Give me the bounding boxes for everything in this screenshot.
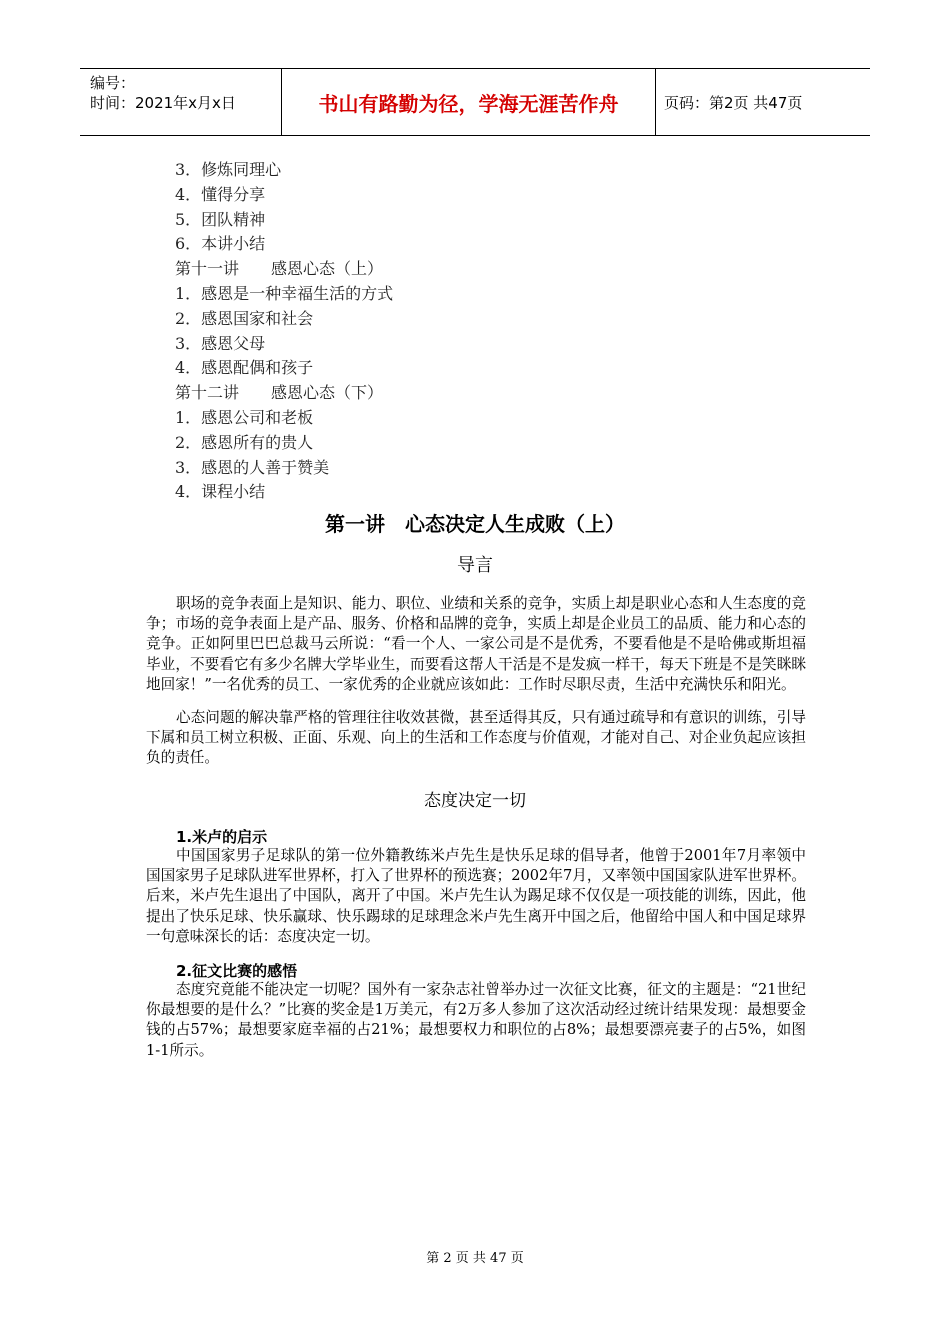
intro-title: 导言: [457, 555, 493, 576]
toc-item: 2．感恩所有的贵人: [175, 432, 314, 452]
header-motto: 书山有路勤为径，学海无涯苦作舟: [282, 69, 656, 135]
document-time-label: 时间：2021年x月x日: [90, 94, 236, 112]
toc-item: 1．感恩公司和老板: [175, 407, 314, 427]
section-title: 态度决定一切: [424, 791, 526, 811]
toc-item: 3．感恩父母: [175, 333, 266, 353]
toc-item: 第十一讲 感恩心态（上）: [175, 259, 384, 279]
toc-item: 4．懂得分享: [175, 184, 266, 204]
subsection-text-1: 中国国家男子足球队的第一位外籍教练米卢先生是快乐足球的倡导者，他曾于2001年7月率领中国国家男子足球队进军世界杯，打入了世界杯的预选赛；2002年7月，又率领中国国家队进军世界杯。后来，米卢先生退出了中国队，离开了中国。米卢先生认为踢足球不仅仅是一项技能的训练，因此，他提出了快乐足球、快乐赢球、快乐踢球的足球理念米卢先生离开中国之后，他留给中国人和中国足球界一句意味深长的话：态度决定一切。: [146, 847, 806, 945]
document-number-label: 编号：: [90, 74, 136, 92]
toc-item: 4．课程小结: [175, 482, 266, 502]
header-meta: [80, 69, 282, 135]
lecture-title: 第一讲 心态决定人生成败（上）: [325, 512, 625, 536]
toc-item: 第十二讲 感恩心态（下）: [175, 383, 384, 403]
toc-item: 6．本讲小结: [175, 234, 266, 254]
toc-item: 3．感恩的人善于赞美: [175, 457, 330, 477]
page-header: [80, 68, 870, 136]
table-of-contents: [175, 158, 393, 505]
subsection-heading-1: 1.米卢的启示: [176, 828, 268, 846]
intro-paragraph-2: 心态问题的解决靠严格的管理往往收效甚微，甚至适得其反，只有通过疏导和有意识的训练，引导下属和员工树立积极、正面、乐观、向上的生活和工作态度与价值观，才能对自己、对企业负起应该担负的责任。: [146, 709, 806, 767]
toc-item: 3．修炼同理心: [175, 160, 282, 179]
subsection-heading-2: 2.征文比赛的感悟: [176, 962, 298, 980]
toc-item: 1．感恩是一种幸福生活的方式: [175, 283, 394, 303]
intro-paragraph-1: 职场的竞争表面上是知识、能力、职位、业绩和关系的竞争，实质上却是职业心态和人生态度的竞争；市场的竞争表面上是产品、服务、价格和品牌的竞争，实质上却是企业员工的品质、能力和心态的竞争。正如阿里巴巴总裁马云所说：“看一个人、一家公司是不是优秀，不要看他是不是哈佛或斯坦福毕业，不要看它有多少名牌大学毕业生，而要看这帮人干活是不是发疯一样干，每天下班是不是笑眯眯地回家！”一名优秀的员工、一家优秀的企业就应该如此：工作时尽职尽责，生活中充满快乐和阳光。: [146, 595, 806, 693]
header-page-info: 页码：第2页 共47页: [664, 93, 803, 112]
toc-item: 4．感恩配偶和孩子: [175, 358, 314, 378]
toc-item: 5．团队精神: [175, 209, 266, 229]
toc-item: 2．感恩国家和社会: [175, 308, 314, 328]
subsection-text-2: 态度究竟能不能决定一切呢？国外有一家杂志社曾举办过一次征文比赛，征文的主题是：“21世纪你最想要的是什么？”比赛的奖金是1万美元，有2万多人参加了这次活动经过统计结果发现：最想要金钱的占57%；最想要家庭幸福的占21%；最想要权力和职位的占8%；最想要漂亮妻子的占5%，如图1-1所示。: [146, 981, 806, 1059]
page-footer: 第 2 页 共 47 页: [426, 1251, 524, 1266]
